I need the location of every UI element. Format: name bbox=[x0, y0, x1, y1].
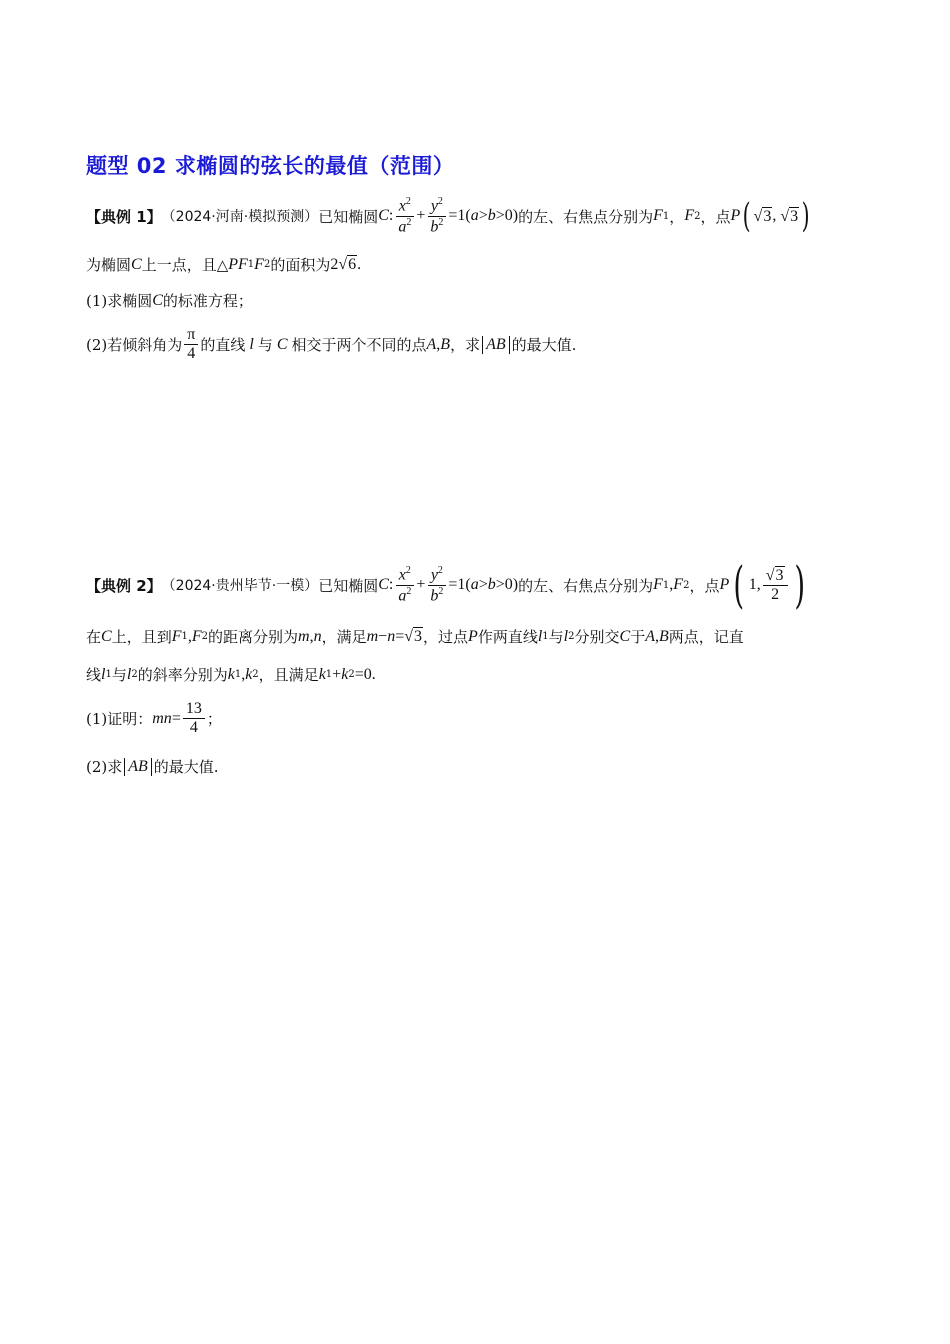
ellipse-name: C bbox=[378, 207, 389, 225]
example1-part2: (2)若倾斜角为 $\frac{\pi}{4}$ 的直线 l 与 C 相交于两个不同的点 A , B ，求 AB 的最大值. bbox=[86, 326, 577, 363]
example1-line2: 为椭圆 C 上一点，且△ PF 1 F 2 的面积为 2 √ 6 . bbox=[86, 255, 362, 274]
example2-line3: 线 l 1 与 l 2 的斜率分别为 k 1 , k 2 ，且满足 k 1 + k 2 =0. bbox=[86, 665, 376, 684]
section-title: 题型 02 求椭圆的弦长的最值（范围） bbox=[86, 154, 455, 178]
example2-part2: (2)求 AB 的最大值. bbox=[86, 757, 219, 776]
fraction-13-4: $\frac{13}{4}$ bbox=[183, 700, 205, 738]
example1-part1: (1)求椭圆 C 的标准方程； bbox=[86, 291, 253, 310]
example2-part1: (1)证明： mn = $\frac{13}{4}$ ； bbox=[86, 700, 222, 737]
example2-line2: 在 C 上，且到 F 1 , F 2 的距离分别为 m , n ，满足 m − n = √ 3 ，过点 P 作两直线 l 1 与 l 2 分别交 C 于 A , B 两点，记直 bbox=[86, 627, 744, 646]
example2-line1: 【典例 2】 （2024·贵州毕节·一模） 已知椭圆 C : $\frac{x^2}{a^2}$ + $\frac{y^2}{b^2}$ =1( a > b >0) 的左、右焦点分别为 F 1 , F 2 ，点 P ( 1, √ 3 2 ) bbox=[86, 556, 805, 614]
example1-source: （2024·河南·模拟预测） bbox=[161, 209, 319, 226]
fraction-x2-a2: $\frac{x^2}{a^2}$ bbox=[395, 196, 414, 236]
example1-tag: 【典例 1】 bbox=[86, 207, 162, 226]
example2-source: （2024·贵州毕节·一模） bbox=[161, 578, 319, 594]
example2-tag: 【典例 2】 bbox=[86, 576, 162, 595]
fraction-pi-4: $\frac{\pi}{4}$ bbox=[184, 326, 198, 364]
example1-line1: 【典例 1】 （2024·河南·模拟预测） 已知椭圆 C : $\frac{x^2}{a^2}$ + $\frac{y^2}{b^2}$ =1( a > b >0) 的左、右焦点分别为 F 1 ， F 2 ，点 P ( √ 3 , √ 3 ) bbox=[86, 196, 810, 237]
fraction-sqrt3-2: √ 3 2 bbox=[763, 566, 788, 605]
fraction-y2-b2: $\frac{y^2}{b^2}$ bbox=[427, 196, 446, 236]
